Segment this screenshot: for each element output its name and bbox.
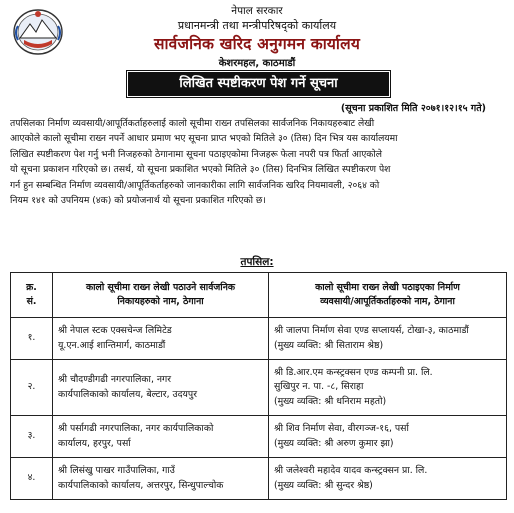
table-row xyxy=(11,318,507,360)
table-header-row xyxy=(11,273,507,318)
body-line: नियम १४१ को उपनियम (४क) को प्रयोजनार्थ यो सूचना प्रकाशित गरिएको छ। xyxy=(10,195,266,207)
row-sn: ३. xyxy=(11,416,53,458)
row-vendor: श्री जालपा निर्माण सेवा एण्ड सप्लायर्स, टोखा-३, काठमाडौं (मुख्य व्यक्ति: श्री सिताराम श्रेष्ठ) xyxy=(269,318,507,360)
column-header-vendor: कालो सूचीमा राख्न लेखी पठाइएका निर्माण व्यवसायी/आपूर्तिकर्ताहरुको नाम, ठेगाना xyxy=(269,273,507,318)
row-sn: ४. xyxy=(11,458,53,500)
row-vendor: श्री जलेश्वरी महादेव यादव कन्स्ट्रक्सन प्रा. लि. (मुख्य व्यक्ति: श्री सुन्दर श्रेष्ठ) xyxy=(269,458,507,500)
body-line: आएकोले कालो सूचीमा राख्न नपर्ने आधार प्रमाण भए सूचना प्राप्त भएको मितिले ३० (तिस) दिन भित्र यस कार्यालयमा xyxy=(10,133,398,145)
column-header-entity: कालो सूचीमा राख्न लेखी पठाउने सार्वजनिक निकायहरुको नाम, ठेगाना xyxy=(53,273,269,318)
row-vendor: श्री डि.आर.एम कन्स्ट्रक्सन एण्ड कम्पनी प्रा. लि. सुखिपुर न. पा. -८, सिराहा (मुख्य व्यक्ति: श्री धनिराम महतो) xyxy=(269,360,507,416)
notice-body xyxy=(10,116,504,208)
row-sn: १. xyxy=(11,318,53,360)
row-sn: २. xyxy=(11,360,53,416)
department-name: सार्वजनिक खरिद अनुगमन कार्यालय xyxy=(153,35,361,53)
office-address: केशरमहल, काठमाडौं xyxy=(218,58,296,69)
table-heading: तपसिल: xyxy=(240,256,274,268)
body-line: यो सूचना प्रकाशन गरिएको छ। तसर्थ, यो सूचना प्रकाशित भएको मितिले ३० (तिस) दिनभित्र लिखित स्पष्टीकरण पेश xyxy=(10,164,391,176)
body-line: गर्न हुन सम्बन्धित निर्माण व्यवसायी/आपूर्तिकर्ताहरुको जानकारीका लागि सार्वजनिक खरिद नियमावली, २०६४ को xyxy=(10,179,380,191)
row-entity: श्री लिसंखु पाखर गाउँपालिका, गाउँ कार्यपालिकाको कार्यालय, अत्तरपुर, सिन्धुपाल्चोक xyxy=(53,458,269,500)
office-name: प्रधानमन्त्री तथा मन्त्रीपरिषद्को कार्यालय xyxy=(177,19,337,32)
table-row xyxy=(11,360,507,416)
details-table xyxy=(10,272,507,500)
body-line: लिखित स्पष्टीकरण पेश गर्नु भनी निजहरुको ठेगानामा सूचना पठाइएकोमा निजहरू फेला नपरी पत्र फिर्ता आएकोले xyxy=(10,148,382,160)
row-entity: श्री नेपाल स्टक एक्सचेन्ज लिमिटेड यू.एन.आई शान्तिमार्ग, काठमाडौं xyxy=(53,318,269,360)
row-entity: श्री पर्सागढी नगरपालिका, नगर कार्यपालिकाको कार्यालय, हरपुर, पर्सा xyxy=(53,416,269,458)
table-row xyxy=(11,458,507,500)
government-name: नेपाल सरकार xyxy=(231,5,283,17)
column-header-sn: क्र. सं. xyxy=(11,273,53,318)
publication-date: (सूचना प्रकाशित मिति २०७१।१२।१५ गते) xyxy=(340,103,486,114)
body-line: तपसिलका निर्माण व्यवसायी/आपूर्तिकर्ताहरुलाई कालो सूचीमा राख्न तपसिलका सार्वजनिक निकायहरुबाट लेखी xyxy=(10,118,375,129)
notice-title: लिखित स्पष्टीकरण पेश गर्ने सूचना xyxy=(128,72,389,96)
row-entity: श्री चौदण्डीगढी नगरपालिका, नगर कार्यपालिकाको कार्यालय, बेल्टार, उदयपुर xyxy=(53,360,269,416)
row-vendor: श्री शिव निर्माण सेवा, वीरगञ्ज-१६, पर्सा (मुख्य व्यक्ति: श्री अरुण कुमार झा) xyxy=(269,416,507,458)
table-row xyxy=(11,416,507,458)
